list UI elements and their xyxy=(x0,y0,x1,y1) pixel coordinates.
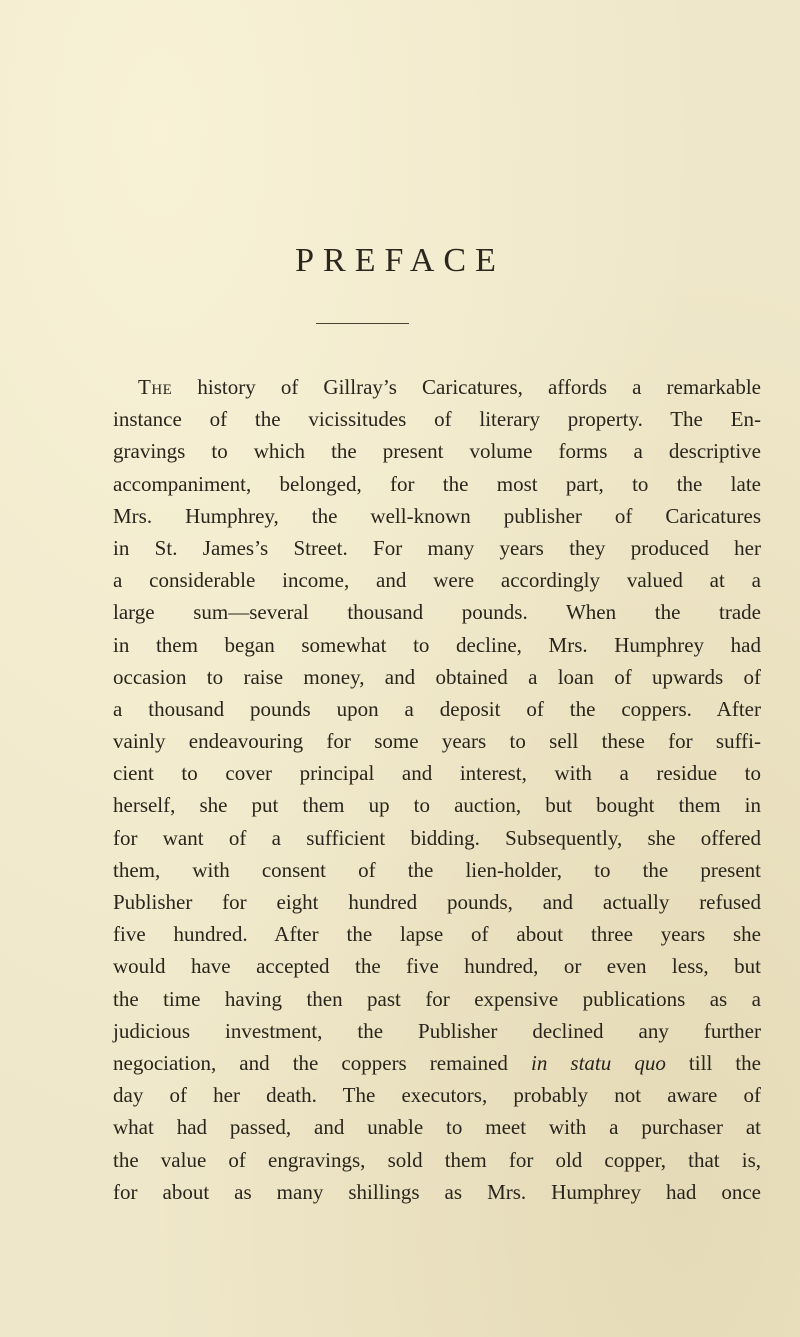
text-line: large sum—several thousand pounds. When the trade xyxy=(113,600,761,625)
title-divider xyxy=(316,323,409,324)
text-line: occasion to raise money, and obtained a loan of upwards of xyxy=(113,664,761,689)
text-line: Mrs. Humphrey, the well-known publisher of Caricatures xyxy=(113,503,761,528)
text-line: in them began somewhat to decline, Mrs. Humphrey had xyxy=(113,632,761,657)
text-line: day of her death. The executors, probably not aware of xyxy=(113,1083,761,1108)
text-line: herself, she put them up to auction, but bought them in xyxy=(113,793,761,818)
opening-word: The xyxy=(138,375,173,399)
text-line: them, with consent of the lien-holder, to the present xyxy=(113,857,761,882)
text-line-content: history of Gillray’s Caricatures, affords a remarkable xyxy=(172,375,761,399)
text-line: accompaniment, belonged, for the most part, to the late xyxy=(113,471,761,496)
text-line: for want of a sufficient bidding. Subsequently, she offered xyxy=(113,825,761,850)
text-line: a considerable income, and were accordingly valued at a xyxy=(113,568,761,593)
text-line: the value of engravings, sold them for old copper, that is, xyxy=(113,1147,761,1172)
text-line: the time having then past for expensive publications as a xyxy=(113,986,761,1011)
text-line-content: till the xyxy=(665,1050,762,1075)
text-line: what had passed, and unable to meet with a purchaser at xyxy=(113,1115,761,1140)
text-line-content: negociation, and the coppers remained xyxy=(113,1050,532,1075)
text-line: five hundred. After the lapse of about three years she xyxy=(113,922,761,947)
text-line: Publisher for eight hundred pounds, and actually refused xyxy=(113,890,761,914)
text-line: gravings to which the present volume forms a descriptive xyxy=(113,439,761,464)
text-line: a thousand pounds upon a deposit of the coppers. After xyxy=(113,696,761,721)
text-line: in St. James’s Street. For many years they produced her xyxy=(113,535,761,560)
latin-phrase: in statu quo xyxy=(531,1050,666,1075)
page-title: PREFACE xyxy=(295,242,505,279)
text-line: for about as many shillings as Mrs. Humphrey had once xyxy=(113,1179,761,1204)
text-line: cient to cover principal and interest, with a residue to xyxy=(113,761,761,786)
text-line xyxy=(113,1047,761,1079)
text-line: would have accepted the five hundred, or even less, but xyxy=(113,954,761,979)
text-line: judicious investment, the Publisher declined any further xyxy=(113,1018,761,1043)
text-line: instance of the vicissitudes of literary property. The En- xyxy=(113,407,761,432)
preface-paragraph xyxy=(113,371,761,1208)
text-line xyxy=(113,371,761,403)
text-line: vainly endeavouring for some years to sell these for suffi- xyxy=(113,729,761,754)
